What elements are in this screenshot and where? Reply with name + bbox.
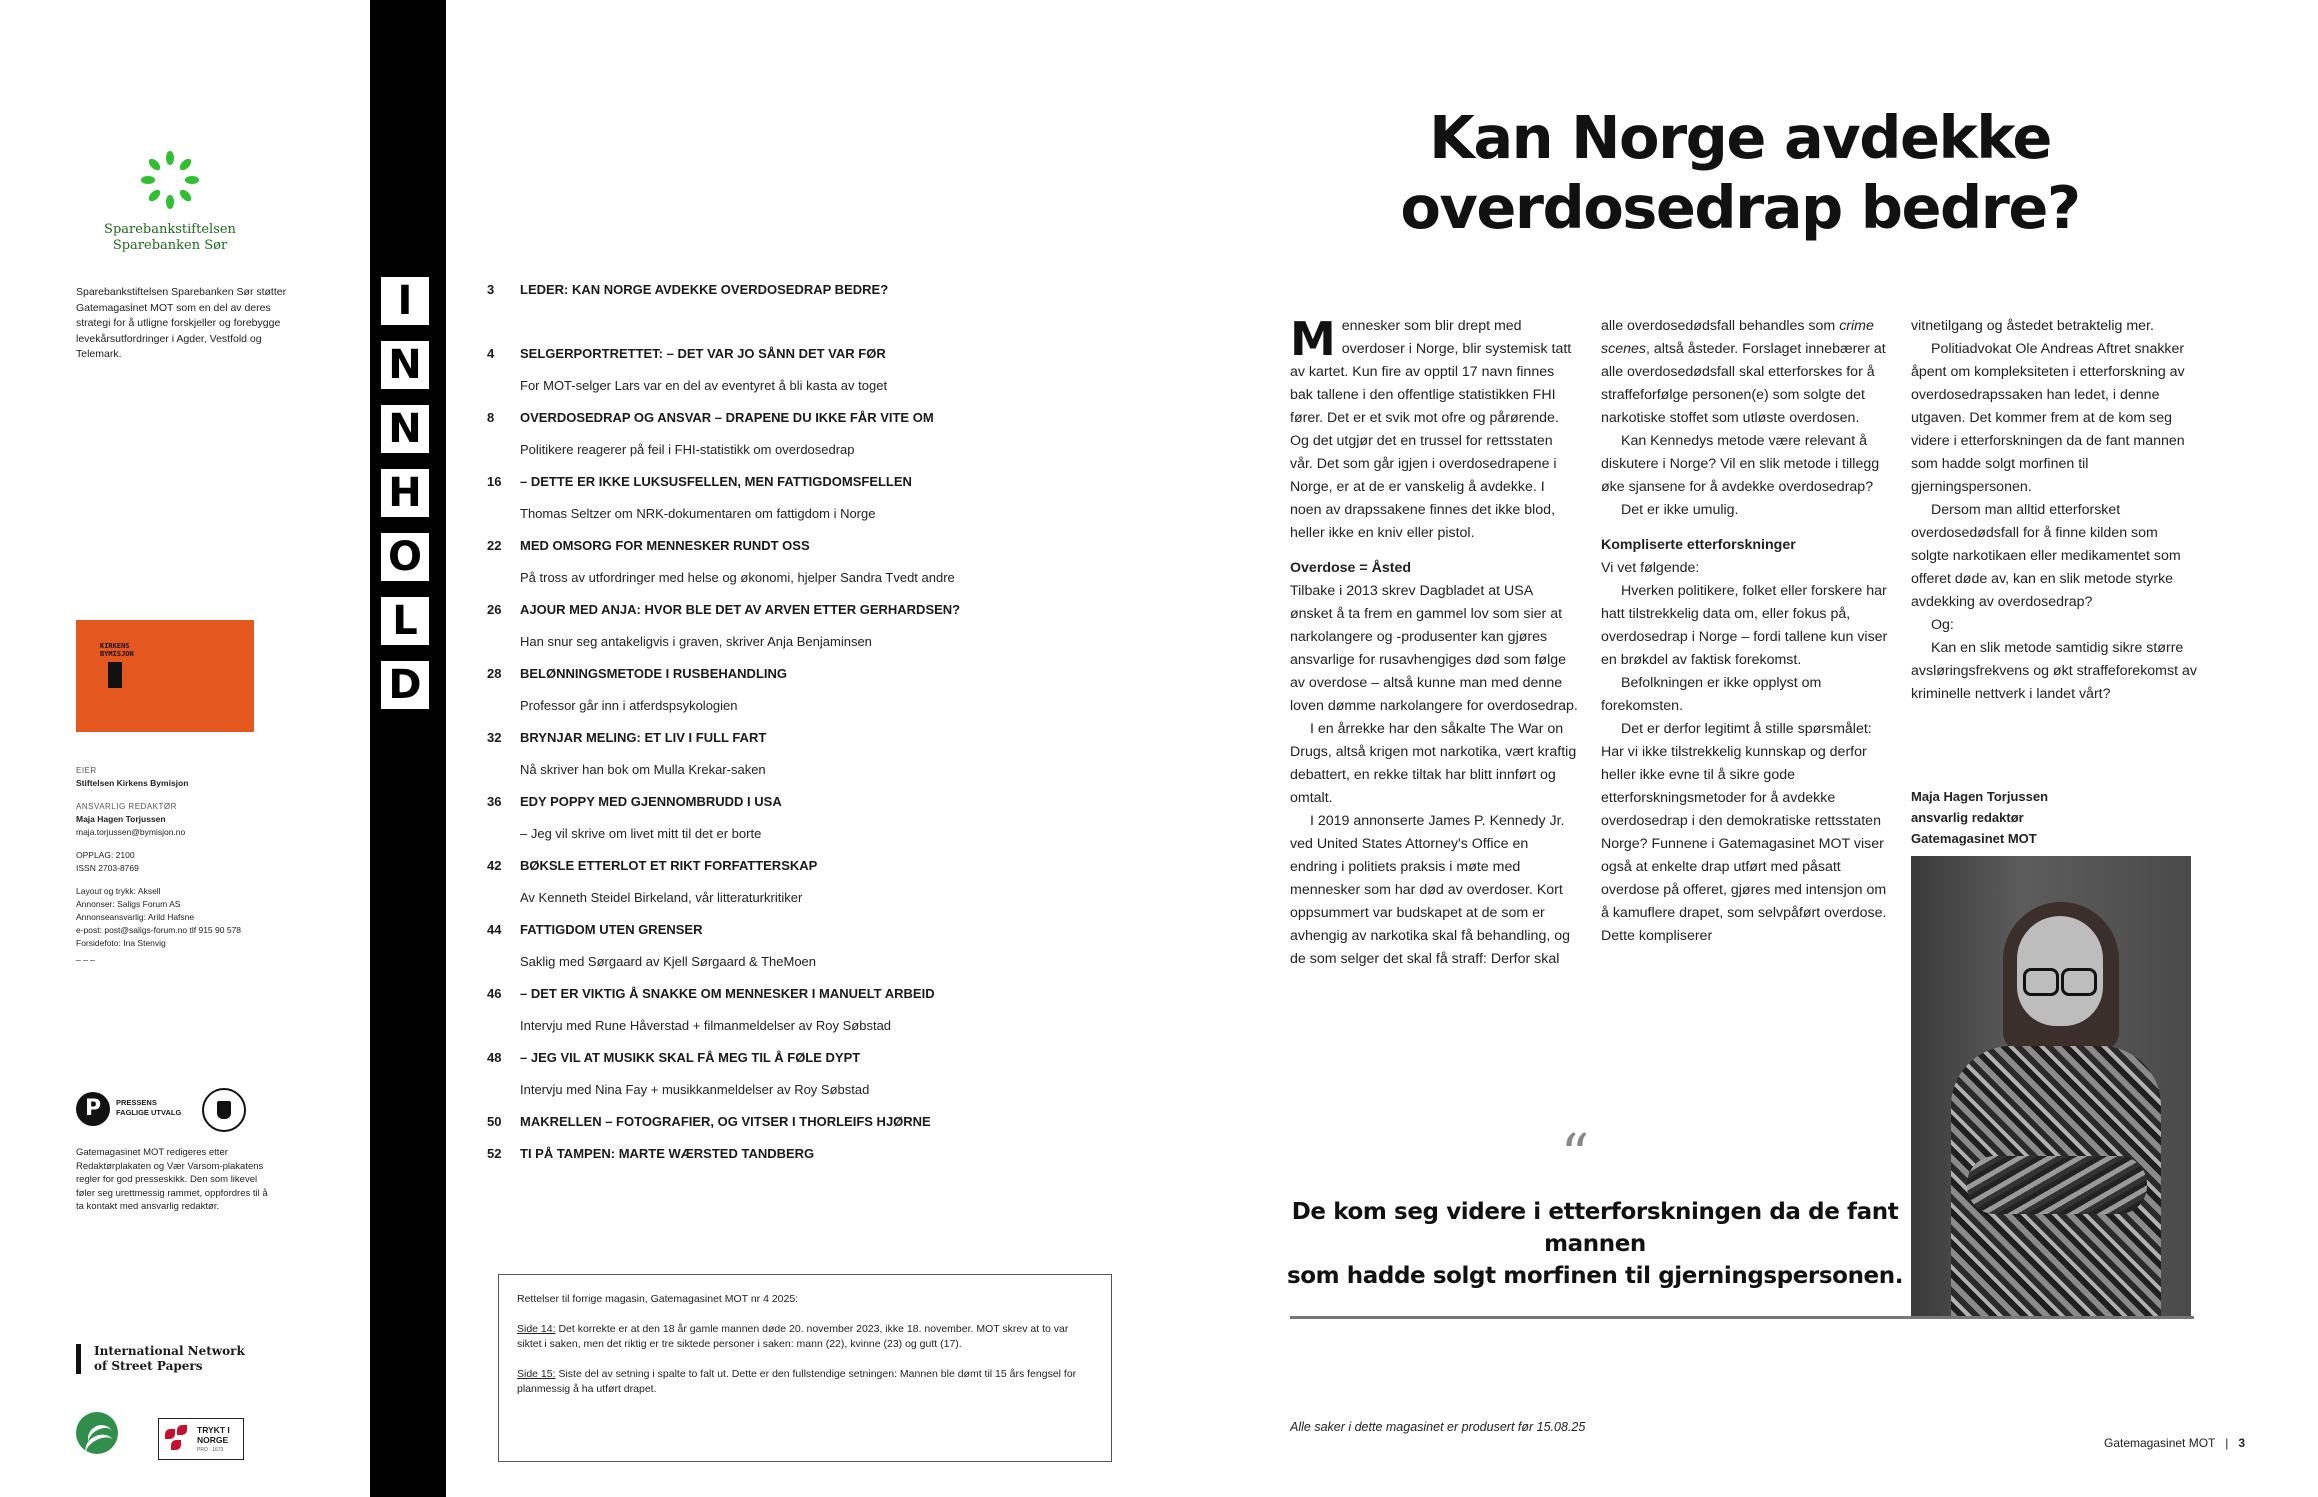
- toc-subtitle: For MOT-selger Lars var en del av eventyret å bli kasta av toget: [520, 378, 888, 393]
- editor-portrait-photo: [1911, 856, 2191, 1316]
- emphasis: crime scenes: [1601, 318, 1874, 357]
- toc-title: SELGERPORTRETTET: – DET VAR JO SÅNN DET VAR FØR: [520, 346, 886, 361]
- editor-label: ANSVARLIG REDAKTØR: [76, 802, 177, 811]
- editor-email: maja.torjussen@bymisjon.no: [76, 827, 186, 837]
- toc-item[interactable]: [487, 1050, 1047, 1114]
- drop-cap: M: [1290, 312, 1336, 366]
- editorial-note: Gatemagasinet MOT redigeres etter Redaktørplakaten og Vær Varsom-plakatens regler for god presseskikk. Den som likevel føler seg urettmessig rammet, oppfordres til å ta kontakt med ansvarlig redaktør.: [76, 1147, 268, 1212]
- correction-2: [517, 1367, 1093, 1398]
- table-of-contents: [487, 282, 1047, 1178]
- subheading: Overdose = Åsted: [1290, 560, 1412, 576]
- insp-line-1: International Network: [94, 1344, 245, 1358]
- spine-letter: N: [378, 402, 432, 456]
- toc-page: 28: [487, 666, 502, 681]
- pull-quote: [1280, 1196, 1910, 1292]
- toc-page: 46: [487, 986, 502, 1001]
- toc-item[interactable]: [487, 730, 1047, 794]
- toc-subtitle: Thomas Seltzer om NRK-dokumentaren om fattigdom i Norge: [520, 506, 876, 521]
- toc-page: 48: [487, 1050, 502, 1065]
- sponsor-description: Sparebankstiftelsen Sparebanken Sør støtter Gatemagasinet MOT som en del av deres strategi for å utligne forskjeller og forebygge levekårsutfordringer i Agder, Vestfold og Telemark.: [76, 286, 287, 360]
- toc-item[interactable]: [487, 602, 1047, 666]
- press-badges: [76, 1092, 276, 1138]
- toc-page: 32: [487, 730, 502, 745]
- pull-quote-line-1: De kom seg videre i etterforskningen da de fant mannen: [1291, 1199, 1899, 1257]
- sponsor-name-line-2: Sparebanken Sør: [112, 238, 228, 253]
- toc-title: MED OMSORG FOR MENNESKER RUNDT OSS: [520, 538, 810, 553]
- toc-item[interactable]: [487, 410, 1047, 474]
- article-column-1: [1290, 312, 1578, 971]
- toc-title: EDY POPPY MED GJENNOMBRUDD I USA: [520, 794, 782, 809]
- paragraph-text: alle overdosedødsfall behandles som: [1601, 318, 1840, 334]
- toc-title: BELØNNINGSMETODE I RUSBEHANDLING: [520, 666, 787, 681]
- toc-page: 16: [487, 474, 502, 489]
- toc-page: 42: [487, 858, 502, 873]
- toc-page: 4: [487, 346, 495, 361]
- dots: _ _ _: [76, 951, 95, 961]
- toc-page: 50: [487, 1114, 502, 1129]
- headline-line-1: Kan Norge avdekke: [1429, 103, 2051, 172]
- paragraph: Politiadvokat Ole Andreas Aftret snakker åpent om kompleksiteten i etterforskning av overdosedrapssaken han ledet, i denne utgaven. Det kommer frem at de kom seg videre i etterforskningen da de fant mannen som hadde solgt morfinen til gjerningspersonen.: [1911, 341, 2185, 495]
- toc-item[interactable]: [487, 986, 1047, 1050]
- toc-item[interactable]: [487, 346, 1047, 410]
- swan-ecolabel-icon: [76, 1412, 118, 1454]
- toc-subtitle: – Jeg vil skrive om livet mitt til det er borte: [520, 826, 762, 841]
- paragraph: Befolkningen er ikke opplyst om forekomsten.: [1601, 675, 1822, 714]
- subheading: Kompliserte etterforskninger: [1601, 537, 1796, 553]
- toc-item[interactable]: [487, 1146, 1047, 1178]
- toc-page: 8: [487, 410, 495, 425]
- toc-title: – DETTE ER IKKE LUKSUSFELLEN, MEN FATTIGDOMSFELLEN: [520, 474, 912, 489]
- page-number: 3: [2238, 1436, 2246, 1450]
- correction-2-label: Side 15:: [517, 1367, 556, 1380]
- sponsor-name: [80, 222, 260, 254]
- toc-title: AJOUR MED ANJA: HVOR BLE DET AV ARVEN ETTER GERHARDSEN?: [520, 602, 961, 617]
- page-footer: [2104, 1436, 2245, 1450]
- toc-item[interactable]: [487, 474, 1047, 538]
- footer-magazine: Gatemagasinet MOT: [2104, 1436, 2216, 1450]
- paragraph-text: , altså åsteder. Forslaget innebærer at alle overdosedødsfall skal etterforskes for å straffeforfølge personen(e) som solgte det narkotiske stoffet som utløste overdosen.: [1601, 341, 1886, 426]
- headline-line-2: overdosedrap bedre?: [1400, 173, 2080, 242]
- correction-2-text: Siste del av setning i spalte to falt ut. Dette er den fullstendige setningen: Mannen ble dømt til 15 års fengsel for planmessig å ha utført drapet.: [517, 1367, 1077, 1395]
- pfu-badge-text-1: PRESSENS: [116, 1098, 157, 1107]
- spine-letter: D: [378, 658, 432, 712]
- toc-item[interactable]: [487, 794, 1047, 858]
- circulation: OPPLAG: 2100: [76, 850, 135, 860]
- paragraph: Hverken politikere, folket eller forskere har hatt tilstrekkelig data om, eller fokus på, overdosedrap i Norge – fordi tallene kun viser en brøkdel av faktisk forekomst.: [1601, 583, 1888, 668]
- toc-page: 44: [487, 922, 502, 937]
- pfu-badge-icon: P: [76, 1092, 110, 1126]
- toc-item[interactable]: [487, 858, 1047, 922]
- toc-subtitle: Han snur seg antakeligvis i graven, skriver Anja Benjaminsen: [520, 634, 872, 649]
- paragraph: Det er ikke umulig.: [1621, 502, 1739, 518]
- sponsor-name-line-1: Sparebankstiftelsen: [104, 222, 236, 237]
- toc-subtitle: Politikere reagerer på feil i FHI-statistikk om overdosedrap: [520, 442, 855, 457]
- toc-title: TI PÅ TAMPEN: MARTE WÆRSTED TANDBERG: [520, 1146, 815, 1161]
- toc-item[interactable]: [487, 282, 1047, 346]
- editor-signature: [1911, 786, 2111, 849]
- spine-letter: N: [378, 338, 432, 392]
- toc-page: 52: [487, 1146, 502, 1161]
- toc-page: 22: [487, 538, 502, 553]
- cover-photo-credit: Forsidefoto: Ina Stenvig: [76, 938, 166, 948]
- kirkens-bymisjon-logo-icon: [100, 642, 134, 698]
- spine-letter: I: [378, 274, 432, 328]
- ads-responsible: Annonseansvarlig: Arild Hafsne: [76, 912, 195, 922]
- trykt-line-3: PRO · 1673: [197, 1447, 224, 1453]
- kb-logo-text: KIRKENS BYMISJON: [100, 642, 134, 658]
- pfu-badge-text-2: FAGLIGE UTVALG: [116, 1108, 182, 1117]
- imprint: [76, 764, 276, 963]
- spine-letter: L: [378, 594, 432, 648]
- correction-1: [517, 1322, 1093, 1353]
- paragraph: Dersom man alltid etterforsket overdosedødsfall for å finne kilden som solgte narkotikaen eller medikamentet som offeret døde av, kan en slik metode styrke avdekking av overdosedrap?: [1911, 502, 2181, 610]
- toc-page: 36: [487, 794, 502, 809]
- layout-credit: Layout og trykk: Aksell: [76, 886, 161, 896]
- toc-subtitle: Av Kenneth Steidel Birkeland, vår litteraturkritiker: [520, 890, 803, 905]
- toc-title: – DET ER VIKTIG Å SNAKKE OM MENNESKER I MANUELT ARBEID: [520, 986, 935, 1001]
- toc-subtitle: Saklig med Sørgaard av Kjell Sørgaard & TheMoen: [520, 954, 817, 969]
- toc-page: 3: [487, 282, 495, 297]
- paragraph: Kan Kennedys metode være relevant å diskutere i Norge? Vil en slik metode i tillegg øke sjansene for å avdekke overdosedrap?: [1601, 433, 1880, 495]
- ads-credit: Annonser: Saligs Forum AS: [76, 899, 181, 909]
- paragraph-text: ennesker som blir drept med overdoser i Norge, blir systemisk tatt av kartet. Kun fire av opptil 17 navn finnes bak tallene i den offentlige statistikken FHI fører. Det er et svik mot ofre og pårørende. Og det utgjør det en trussel for rettsstaten vår. Det som går igjen i overdosedrapene i Norge, er at de er vanskelig å avdekke. I noen av drapssakene finnes det ikke blod, heller ikke en kniv eller pistol.: [1290, 318, 1572, 541]
- innhold-vertical-title: [378, 274, 438, 722]
- corrections-box: [498, 1274, 1112, 1462]
- paragraph: Tilbake i 2013 skrev Dagbladet at USA ønsket å ta frem en gammel lov som sier at narkolangere og -produsenter kan gjøres ansvarlige for rusavhengiges død som følge av overdose – altså kunne man med denne loven dømme narkolangere for overdosedrap.: [1290, 583, 1578, 714]
- signature-publication: Gatemagasinet MOT: [1911, 831, 2037, 846]
- sparebankstiftelsen-logo-icon: [140, 150, 200, 210]
- corrections-intro: Rettelser til forrige magasin, Gatemagasinet MOT nr 4 2025:: [517, 1293, 799, 1305]
- toc-title: OVERDOSEDRAP OG ANSVAR – DRAPENE DU IKKE FÅR VITE OM: [520, 410, 934, 425]
- toc-title: – JEG VIL AT MUSIKK SKAL FÅ MEG TIL Å FØLE DYPT: [520, 1050, 861, 1065]
- production-note: Alle saker i dette magasinet er produsert før 15.08.25: [1290, 1420, 1586, 1434]
- paragraph: Det er derfor legitimt å stille spørsmålet: Har vi ikke tilstrekkelig kunnskap og derfor heller ikke evne til å sikre gode etterforskningsmetoder for å avdekke overdosedrap i den demokratiske rettsstaten Norge? Funnene i Gatemagasinet MOT viser også at enkelte drap utført med påsatt overdose på offeret, gjøres med intensjon om å kamuflere drapet, som selvpåført overdose. Dette kompliserer: [1601, 721, 1887, 944]
- footer-separator: |: [2225, 1436, 2229, 1450]
- toc-title: LEDER: KAN NORGE AVDEKKE OVERDOSEDRAP BEDRE?: [520, 282, 889, 297]
- issn: ISSN 2703-8769: [76, 863, 139, 873]
- pull-quote-line-2: som hadde solgt morfinen til gjerningspersonen.: [1286, 1263, 1904, 1289]
- kirkens-bymisjon-logo-block: [76, 620, 254, 732]
- toc-title: BØKSLE ETTERLOT ET RIKT FORFATTERSKAP: [520, 858, 818, 873]
- paragraph: I en årrekke har den såkalte The War on Drugs, altså krigen mot narkotika, vært kraftig debattert, en rekke tiltak har blitt innført og omtalt.: [1290, 721, 1577, 806]
- owner: Stiftelsen Kirkens Bymisjon: [76, 778, 189, 788]
- quote-mark-icon: “: [1560, 1123, 1590, 1188]
- toc-item[interactable]: [487, 666, 1047, 730]
- signature-name: Maja Hagen Torjussen: [1911, 789, 2049, 804]
- toc-subtitle: Intervju med Nina Fay + musikkanmeldelser av Roy Søbstad: [520, 1082, 870, 1097]
- toc-subtitle: Intervju med Rune Håverstad + filmanmeldelser av Roy Søbstad: [520, 1018, 892, 1033]
- pfu-badge-text: [116, 1098, 181, 1118]
- toc-subtitle: Professor går inn i atferdspsykologien: [520, 698, 738, 713]
- paragraph: I 2019 annonserte James P. Kennedy Jr. ved United States Attorney's Office en endring i politiets praksis i møte med mennesker som har død av overdoser. Kort oppsummert var budskapet at de som er avhengig av narkotika skal få behandling, og de som selger det skal få straff: Derfor skal: [1290, 813, 1571, 967]
- article-headline: [1280, 103, 2200, 243]
- trykt-line-1: TRYKT I: [197, 1425, 230, 1435]
- editor-name: Maja Hagen Torjussen: [76, 814, 166, 824]
- paragraph: vitnetilgang og åstedet betraktelig mer.: [1911, 318, 2154, 334]
- trykt-leaf-icon: [165, 1425, 189, 1453]
- toc-item[interactable]: [487, 1114, 1047, 1146]
- article-column-3: [1911, 315, 2199, 706]
- spine-letter: O: [378, 530, 432, 584]
- toc-page: 26: [487, 602, 502, 617]
- paragraph: Vi vet følgende:: [1601, 560, 1700, 576]
- article-column-2: [1601, 315, 1889, 948]
- spine-letter: H: [378, 466, 432, 520]
- toc-subtitle: På tross av utfordringer med helse og økonomi, hjelper Sandra Tvedt andre: [520, 570, 955, 585]
- toc-subtitle: Nå skriver han bok om Mulla Krekar-saken: [520, 762, 766, 777]
- correction-1-text: Det korrekte er at den 18 år gamle mannen døde 20. november 2023, ikke 18. november. MOT skrev at to var siktet i saken, men det riktig er tre siktede personer i saken: mann (22), kvinne (23) og gutt (17).: [517, 1322, 1069, 1350]
- toc-item[interactable]: [487, 538, 1047, 602]
- paragraph: [1290, 312, 1578, 545]
- paragraph: [1601, 315, 1889, 430]
- trykt-line-2: NORGE: [197, 1435, 229, 1445]
- toc-title: MAKRELLEN – FOTOGRAFIER, OG VITSER I THORLEIFS HJØRNE: [520, 1114, 931, 1129]
- owner-label: EIER: [76, 766, 97, 775]
- trykt-i-norge-badge: [158, 1418, 244, 1460]
- toc-item[interactable]: [487, 922, 1047, 986]
- signature-title: ansvarlig redaktør: [1911, 810, 2024, 825]
- black-spine: [370, 0, 446, 1497]
- paragraph: Og:: [1931, 617, 1954, 633]
- insp-line-2: of Street Papers: [94, 1359, 203, 1373]
- toc-title: BRYNJAR MELING: ET LIV I FULL FART: [520, 730, 767, 745]
- redaktorplakaten-badge-icon: [202, 1088, 246, 1132]
- toc-title: FATTIGDOM UTEN GRENSER: [520, 922, 703, 937]
- quote-divider: [1290, 1316, 2194, 1319]
- paragraph: Kan en slik metode samtidig sikre større avsløringsfrekvens og økt straffeforekomst av kriminelle nettverk i landet vårt?: [1911, 640, 2197, 702]
- correction-1-label: Side 14:: [517, 1322, 556, 1335]
- ads-contact: e-post: post@saligs-forum.no tlf 915 90 578: [76, 925, 242, 935]
